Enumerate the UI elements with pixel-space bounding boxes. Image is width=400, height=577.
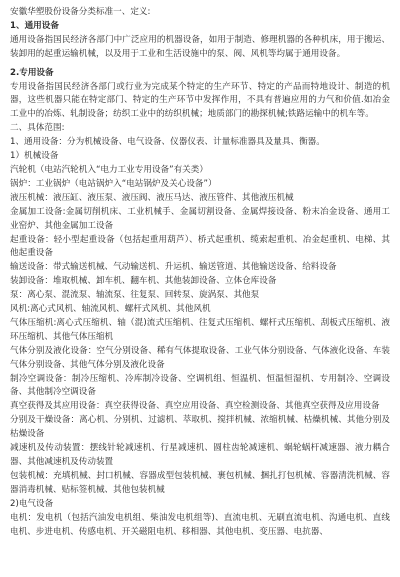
machinery-item: 分别及干燥设备：离心机、分别机、过滤机、萃取机、搅拌机械、浓缩机械、枯燥机械、其他分别及枯燥设备 bbox=[10, 415, 390, 440]
machinery-item: 输送设备：带式输送机械、气动输送机、升运机、输送管道、其他输送设备、给料设备 bbox=[10, 262, 337, 273]
machinery-item: 起重设备：轻小型起重设备（包括起重用葫芦）、桥式起重机、缆索起重机、冶金起重机、电梯、其他起重设备 bbox=[10, 234, 390, 259]
machinery-item: 泵：离心泵、混流泵、轴流泵、往复泵、回转泵、旋涡泵、其他泵 bbox=[10, 290, 260, 301]
machinery-item: 气体分别及液化设备：空气分别设备、稀有气体提取设备、工业气体分别设备、气体液化设备、车装气体分别设备、其他气体分别及液化设备 bbox=[10, 345, 390, 370]
machinery-item: 风机:离心式风机、轴流风机、螺杆式风机、其他风机 bbox=[10, 304, 211, 315]
section-heading-general: 1、通用设备 bbox=[10, 20, 59, 31]
machinery-item: 制冷空调设备：制冷压缩机、冷库制冷设备、空调机组、恒温机、恒温恒湿机、专用制冷、空调设备、其他制冷空调设备 bbox=[10, 373, 390, 398]
machinery-item: 金属加工设备:金属切削机床、工业机械手、金属切割设备、金属焊接设备、粉末冶金设备、通用工业窑炉、其他金属加工设备 bbox=[10, 206, 390, 231]
document-title: 安徽华塑股份设备分类标准一、定义: bbox=[10, 7, 151, 17]
machinery-item: 减速机及传动装置：摆线针轮减速机、行星减速机、圆柱齿轮减速机、蜗轮蜗杆减速器、液力耦合器、其他减速机及传动装置 bbox=[10, 443, 390, 467]
section-heading-special: 2.专用设备 bbox=[10, 67, 54, 78]
sub-heading-machinery: 1）机械设备 bbox=[10, 151, 59, 162]
machinery-item: 装卸设备：堆取机械、卸车机、翻车机、其他装卸设备、立体仓库设备 bbox=[10, 276, 277, 287]
electrical-item: 电机：发电机（包括汽油发电机组、柴油发电机组等)、直流电机、无刷直流电机、沟通电机、直线电机、步进电机、传感电机、开关磁阻电机、移相器、其他电机、变压器、电抗器、 bbox=[10, 512, 390, 537]
machinery-item: 包装机械：充填机械、封口机械、容器成型包装机械、裹包机械、捆扎打包机械、容器清洗机械、容器消毒机械、贴标签机械、其他包装机械 bbox=[10, 470, 390, 495]
machinery-item: 液压机械：液压缸、液压泵、液压阀、液压马达、液压管件、其他液压机械 bbox=[10, 192, 294, 203]
machinery-item: 气体压缩机:离心式压缩机、轴（混)流式压缩机、往复式压缩机、螺杆式压缩机、刮板式压缩机、液环压缩机、其他气体压缩机 bbox=[10, 317, 390, 342]
part2-intro: 1、通用设备：分为机械设备、电气设备、仪器仪表、计量标准器具及量具、衡器。 bbox=[10, 137, 325, 148]
sub-heading-electrical: 2)电气设备 bbox=[10, 498, 54, 509]
machinery-item: 真空获得及其应用设备：真空获得设备、真空应用设备、真空检测设备、其他真空获得及应用设备 bbox=[10, 401, 380, 412]
section-body-special: 专用设备指国民经济各部门或行业为完成某个特定的生产环节、特定的产品而特地设计、制造的机器，这些机器只能在特定部门、特定的生产环节中发挥作用，不具有普遍应用的力气和价值.如冶金工业中的冶炼、轧制设备；纺织工业中的纺织机械；地质部门的勘探机械;铁路运输中的机车等。 bbox=[10, 81, 390, 120]
part2-title: 二、具体范围: bbox=[10, 123, 65, 134]
machinery-item: 锅炉：工业锅炉（电站锅炉入“电站锅炉及关心设备”） bbox=[10, 178, 217, 189]
section-body-general: 通用设备指国民经济各部门中广泛应用的机器设备，如用于制造、修理机器的各种机床，用于搬运、装卸用的起重运输机械，以及用于工业和生活设施中的泵、阀、风机等均属于通用设备。 bbox=[10, 34, 390, 59]
machinery-item: 汽轮机（电站汽轮机入“电力工业专用设备”有关类） bbox=[10, 164, 208, 175]
